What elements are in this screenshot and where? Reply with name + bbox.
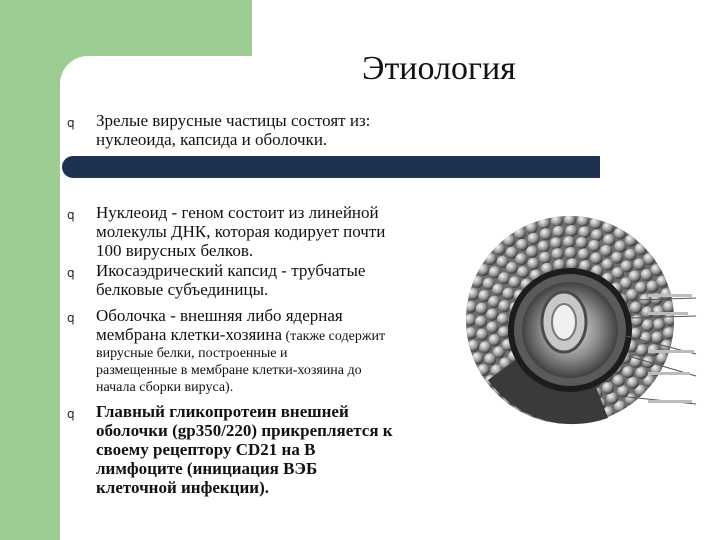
virus-structure-illustration [458, 180, 704, 480]
text-line: молекулы ДНК, которая кодирует почти [96, 222, 386, 241]
text-line: клеточной инфекции). [96, 478, 269, 497]
bullet-icon: q [67, 208, 75, 222]
text-line [96, 325, 385, 345]
intro-text [96, 111, 370, 149]
text-line: Оболочка - внешняя либо ядерная [96, 306, 343, 325]
text-line-small: начала сборки вируса). [96, 380, 234, 395]
text-line: оболочки (gp350/220) прикрепляется к [96, 421, 393, 440]
text-line: 100 вирусных белков. [96, 241, 254, 260]
text-line: Нуклеоид - геном состоит из линейной [96, 203, 379, 222]
bullet-icon: q [67, 407, 75, 421]
text-line: белковые субъединицы. [96, 280, 269, 299]
text-line-small: размещенные в мембране клетки-хозяина до [96, 363, 362, 378]
text-line-small: вирусные белки, построенные и [96, 346, 288, 361]
green-left-strip [0, 0, 60, 540]
intro-line: Зрелые вирусные частицы состоят из: [96, 111, 371, 130]
text-line: своему рецептору CD21 на В [96, 440, 316, 459]
text-line: лимфоците (инициация ВЭБ [96, 459, 318, 478]
bullet-icon: q [67, 266, 75, 280]
text-fragment-small: (также содержит [282, 329, 386, 344]
intro-line: нуклеоида, капсида и оболочки. [96, 130, 328, 149]
envelope-text [96, 306, 385, 396]
nucleoid-text [96, 203, 385, 260]
capsid-text [96, 261, 365, 299]
text-line: Главный гликопротеин внешней [96, 402, 349, 421]
glycoprotein-text [96, 402, 393, 497]
bullet-icon: q [67, 116, 75, 130]
bullet-icon: q [67, 311, 75, 325]
text-line: Икосаэдрический капсид - трубчатые [96, 261, 366, 280]
text-fragment: мембрана клетки-хозяина [96, 325, 283, 344]
slide-title: Этиология [362, 50, 516, 87]
section-divider-bar [62, 156, 600, 178]
